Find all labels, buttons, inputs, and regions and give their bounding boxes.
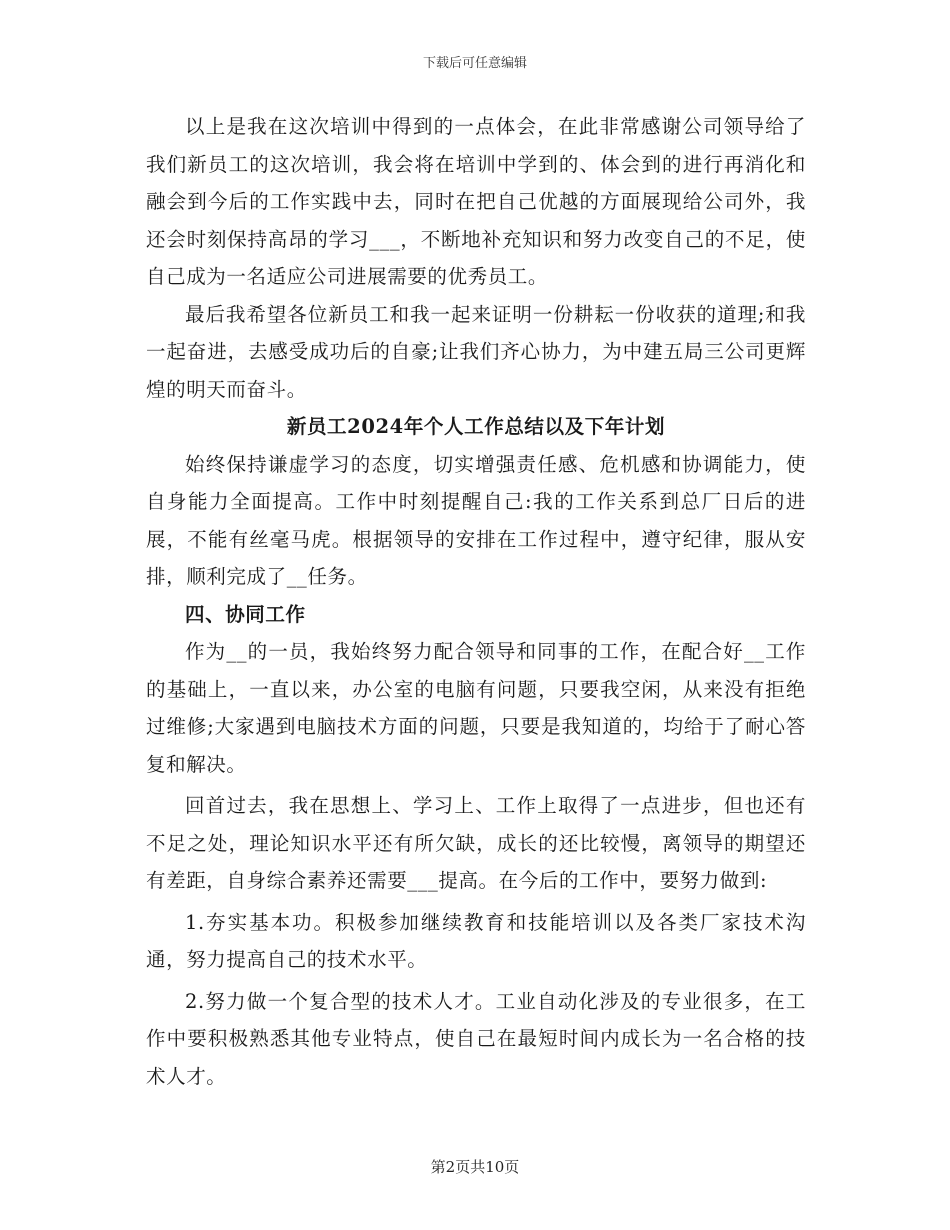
paragraph-collaboration: 作为__的一员，我始终努力配合领导和同事的工作，在配合好__工作的基础上，一直以来，办公室的电脑有问题，只要我空闲，从来没有拒绝过维修;大家遇到电脑技术方面的问题，只要是我知道的，均给于了耐心答复和解决。 [146,640,806,776]
document-title: 新员工2024年个人工作总结以及下年计划 [286,415,666,438]
paragraph-closing-wish: 最后我希望各位新员工和我一起来证明一份耕耘一份收获的道理;和我一起奋进，去感受成功后的自豪;让我们齐心协力，为中建五局三公司更辉煌的明天而奋斗。 [146,302,806,401]
header-note: 下载后可任意编辑 [422,56,527,71]
list-item-compound-talent: 2.努力做一个复合型的技术人才。工业自动化涉及的专业很多，在工作中要积极熟悉其他专业特点，使自己在最短时间内成长为一名合格的技术人才。 [146,989,806,1088]
paragraph-looking-back: 回首过去，我在思想上、学习上、工作上取得了一点进步，但也还有不足之处，理论知识水平还有所欠缺，成长的还比较慢，离领导的期望还有差距，自身综合素养还需要___提高。在今后的工作中，要努力做到: [146,794,806,892]
section-heading-collaboration: 四、协同工作 [185,602,306,626]
list-item-basic-skills: 1.夯实基本功。积极参加继续教育和技能培训以及各类厂家技术沟通，努力提高自己的技术水平。 [146,910,806,971]
document-body [146,108,806,1095]
page-number: 第2页共10页 [430,1158,520,1176]
paragraph-training-reflection: 以上是我在这次培训中得到的一点体会，在此非常感谢公司领导给了我们新员工的这次培训，我会将在培训中学到的、体会到的进行再消化和融会到今后的工作实践中去，同时在把自己优越的方面展现给公司外，我还会时刻保持高昂的学习___，不断地补充知识和努力改变自己的不足，使自己成为一名适应公司进展需要的优秀员工。 [146,115,806,288]
paragraph-work-attitude: 始终保持谦虚学习的态度，切实增强责任感、危机感和协调能力，使自身能力全面提高。工作中时刻提醒自己:我的工作关系到总厂日后的进展，不能有丝毫马虎。根据领导的安排在工作过程中，遵守纪律，服从安排，顺利完成了__任务。 [146,452,806,588]
